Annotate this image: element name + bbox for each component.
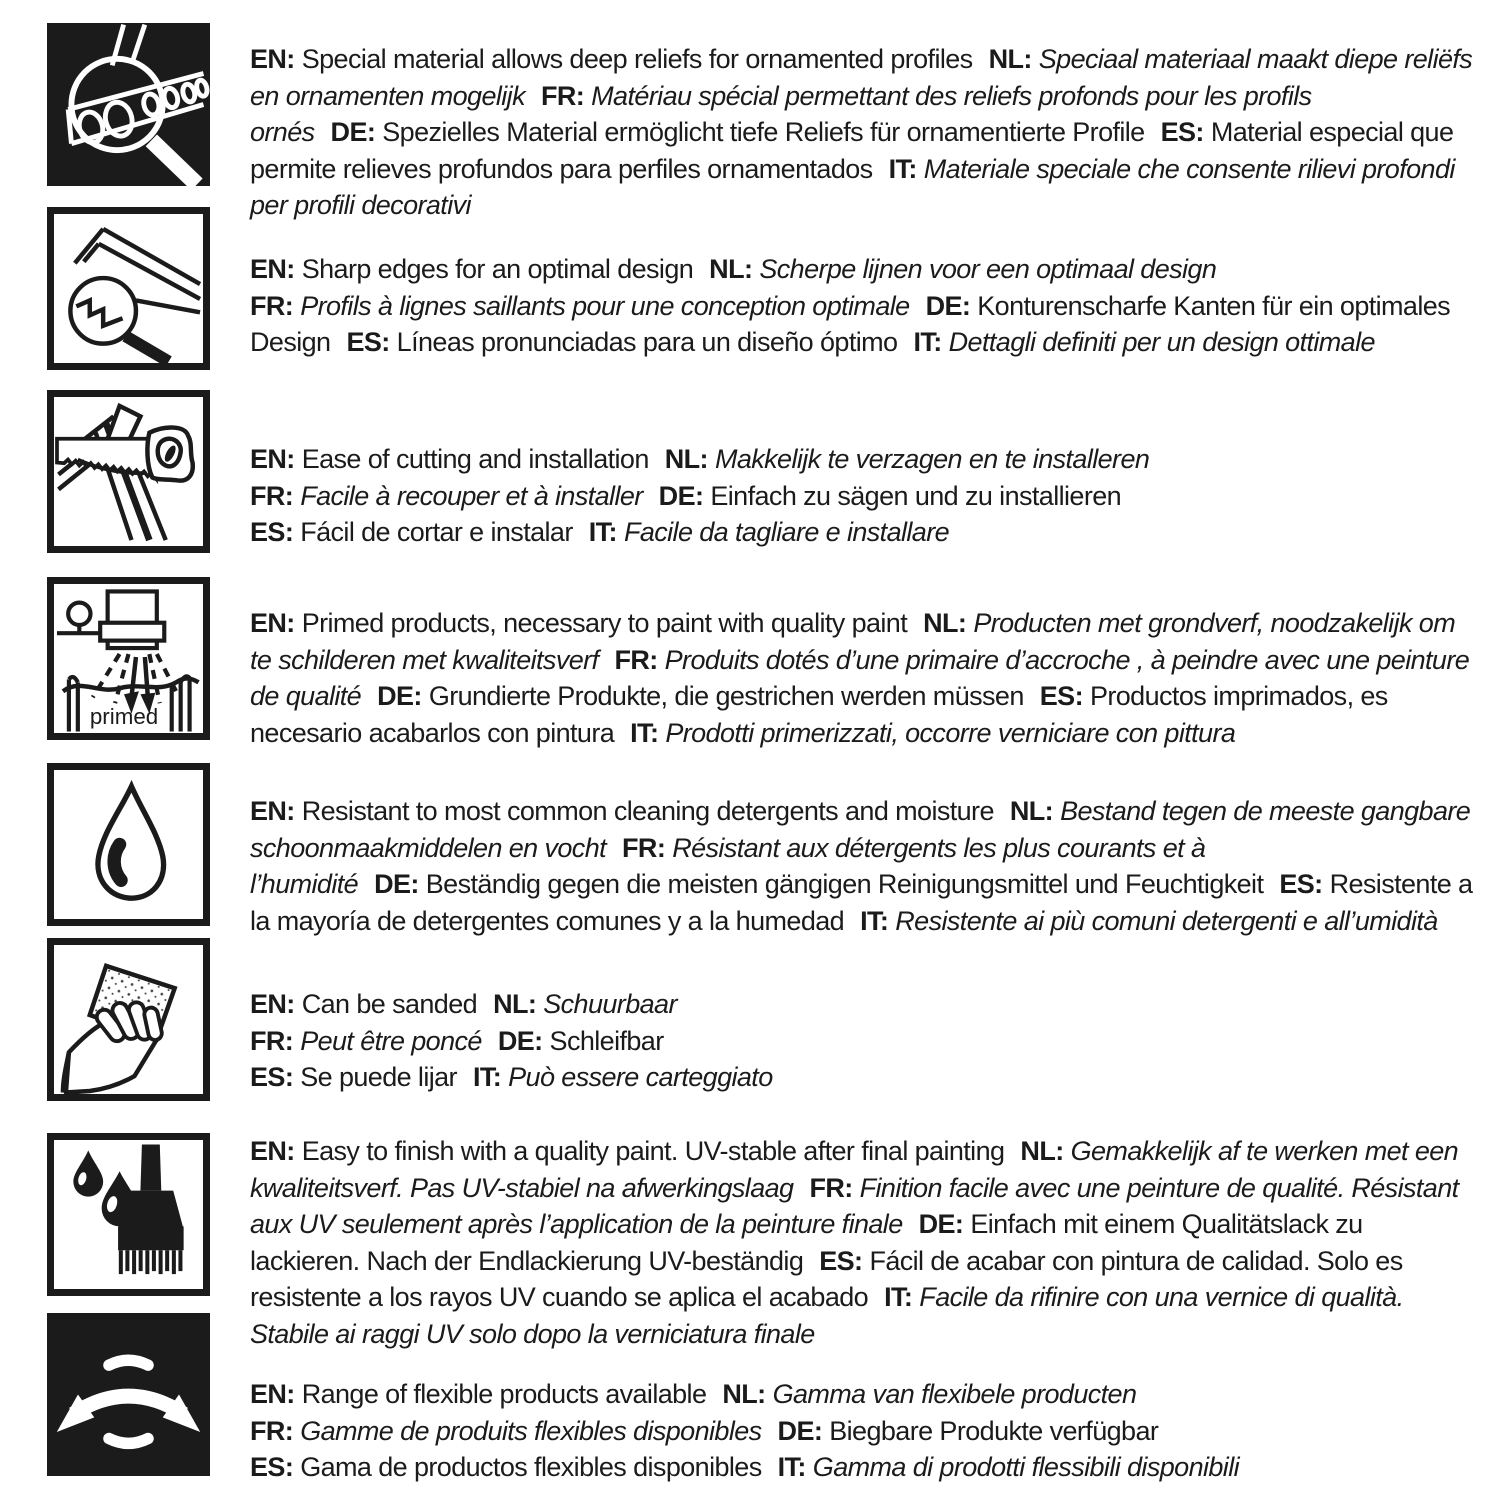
lang-text: Grundierte Produkte, die gestrichen werden müssen (428, 681, 1024, 711)
lang-label: EN: (250, 254, 295, 284)
feature-text-easy-cutting (250, 441, 1475, 551)
lang-label: FR: (250, 290, 294, 321)
lang-text: Prodotti primerizzati, occorre verniciare con pittura (665, 717, 1236, 748)
lang-label: IT: (588, 517, 617, 547)
lang-label: EN: (250, 796, 295, 826)
lang-text: Bestand tegen de meeste gangbare schoonmaakmiddelen en vocht (250, 796, 1471, 863)
lang-text: Schleifbar (549, 1025, 664, 1056)
lang-label: NL: (709, 254, 753, 284)
lang-text: Spezielles Material ermöglicht tiefe Reliefs für ornamentierte Profile (382, 117, 1145, 147)
lang-text: Productos imprimados, es necesario acabarlos con pintura (250, 681, 1388, 748)
lang-text: Peut être poncé (300, 1025, 482, 1056)
paint-drops-brush-icon (47, 1133, 210, 1296)
lang-text: Sharp edges for an optimal design (301, 254, 694, 284)
lang-label: ES: (1039, 681, 1083, 711)
saw-icon (47, 390, 210, 553)
feature-text-flexible (250, 1376, 1475, 1486)
lang-label: EN: (250, 1136, 295, 1166)
lang-label: NL: (1009, 796, 1054, 826)
lang-text: Gamma di prodotti flessibili disponibili (812, 1452, 1239, 1482)
lang-text: Finition facile avec une peinture de qualité. Résistant aux UV seulement après l’application de la peinture finale (250, 1172, 1459, 1239)
lang-label: IT: (913, 327, 942, 357)
paint-drops-brush-glyph (54, 1140, 203, 1289)
lang-label: ES: (1160, 117, 1204, 147)
lang-text: Se puede lijar (300, 1062, 457, 1092)
lang-label: EN: (250, 444, 295, 474)
lang-label: FR: (622, 832, 666, 863)
lang-label: IT: (472, 1062, 502, 1092)
lang-label: NL: (722, 1379, 766, 1409)
lang-label: FR: (250, 1415, 294, 1446)
ornamented-profile-magnifier-icon (47, 23, 210, 186)
primed-label: primed (89, 704, 159, 730)
moisture-drop-glyph (54, 770, 203, 919)
lang-label: IT: (777, 1452, 806, 1482)
lang-label: FR: (250, 1025, 294, 1056)
lang-label: DE: (777, 1415, 823, 1446)
lang-text: Speciaal materiaal maakt diepe reliëfs en ornamenten mogelijk (250, 44, 1473, 111)
lang-label: FR: (809, 1172, 853, 1203)
lang-label: IT: (884, 1282, 913, 1312)
lang-text: Ease of cutting and installation (301, 444, 649, 474)
primer-spray-icon (47, 577, 210, 740)
lang-text: Facile à recouper et à installer (300, 480, 643, 511)
lang-label: DE: (330, 117, 376, 147)
lang-text: Schuurbaar (543, 989, 677, 1019)
lang-label: FR: (250, 480, 294, 511)
lang-text: Líneas pronunciadas para un diseño óptimo (396, 327, 898, 357)
lang-label: EN: (250, 608, 295, 638)
lang-label: EN: (250, 989, 295, 1019)
lang-text: Beständig gegen die meisten gängigen Reinigungsmittel und Feuchtigkeit (425, 869, 1264, 899)
feature-text-sharp-edges (250, 251, 1475, 361)
saw-glyph (54, 397, 203, 546)
lang-text: Scherpe lijnen voor een optimaal design (759, 254, 1217, 284)
lang-text: Facile da tagliare e installare (623, 517, 950, 547)
lang-text: Material especial que permite relieves profundos para perfiles ornamentados (250, 117, 1454, 184)
feature-text-paintable (250, 1133, 1475, 1352)
lang-text: Gamma van flexibele producten (772, 1379, 1137, 1409)
lang-text: Gamme de produits flexibles disponibles (300, 1415, 762, 1446)
lang-text: Primed products, necessary to paint with quality paint (301, 608, 908, 638)
lang-text: Produits dotés d’une primaire d’accroche , à peindre avec une peinture de qualité (250, 644, 1470, 711)
lang-text: Resistente a la mayoría de detergentes comunes y a la humedad (250, 869, 1473, 936)
lang-label: ES: (250, 1062, 294, 1092)
lang-label: NL: (1020, 1136, 1064, 1166)
lang-label: FR: (614, 644, 658, 675)
lang-text: Producten met grondverf, noodzakelijk om te schilderen met kwaliteitsverf (250, 608, 1456, 675)
lang-label: DE: (377, 681, 422, 711)
lang-text: Fácil de cortar e instalar (300, 517, 573, 547)
lang-text: Makkelijk te verzagen en te installeren (714, 444, 1150, 474)
sharp-edges-magnifier-glyph (54, 214, 203, 363)
lang-text: Facile da rifinire con una vernice di qualità. Stabile ai raggi UV solo dopo la verniciatura finale (250, 1282, 1404, 1349)
lang-text: Materiale speciale che consente rilievi profondi per profili decorativi (250, 153, 1455, 220)
lang-label: ES: (346, 327, 390, 357)
lang-text: Dettagli definiti per un design ottimale (948, 327, 1375, 357)
lang-label: NL: (923, 608, 967, 638)
lang-label: NL: (664, 444, 708, 474)
lang-label: DE: (925, 290, 971, 321)
lang-text: Easy to finish with a quality paint. UV-stable after final painting (301, 1136, 1005, 1166)
lang-text: Profils à lignes saillants pour une conception optimale (300, 290, 910, 321)
lang-label: DE: (374, 869, 419, 899)
sanding-hand-icon (47, 938, 210, 1101)
feature-text-moisture (250, 793, 1475, 939)
lang-text: Fácil de acabar con pintura de calidad. Solo es resistente a los rayos UV cuando se aplica el acabado (250, 1245, 1403, 1312)
feature-text-sandable (250, 986, 1475, 1096)
lang-label: FR: (540, 80, 585, 111)
lang-label: IT: (888, 153, 917, 184)
lang-text: Special material allows deep reliefs for ornamented profiles (301, 44, 973, 74)
lang-label: NL: (493, 989, 537, 1019)
feature-text-primed (250, 605, 1475, 751)
lang-text: Einfach zu sägen und zu installieren (710, 480, 1122, 511)
flexible-arrow-icon (47, 1313, 210, 1476)
ornamented-profile-magnifier-glyph (47, 23, 210, 186)
lang-text: Gemakkelijk af te werken met een kwaliteitsverf. Pas UV-stabiel na afwerkingslaag (250, 1136, 1459, 1203)
lang-text: Résistant aux détergents les plus courants et à l’humidité (250, 832, 1206, 899)
lang-text: Matériau spécial permettant des reliefs profonds pour les profils ornés (250, 80, 1312, 147)
lang-label: ES: (819, 1245, 863, 1276)
lang-label: EN: (250, 1379, 295, 1409)
lang-label: EN: (250, 44, 295, 74)
flexible-arrow-glyph (47, 1313, 210, 1476)
lang-label: ES: (1279, 869, 1323, 899)
lang-label: ES: (250, 517, 294, 547)
lang-label: NL: (988, 44, 1032, 74)
lang-text: Gama de productos flexibles disponibles (300, 1452, 762, 1482)
lang-text: Resistente ai più comuni detergenti e all’umidità (895, 905, 1438, 936)
lang-text: Konturenscharfe Kanten für ein optimales Design (250, 290, 1451, 357)
lang-text: Può essere carteggiato (508, 1062, 773, 1092)
sharp-edges-magnifier-icon (47, 207, 210, 370)
lang-label: DE: (918, 1209, 964, 1239)
lang-text: Einfach mit einem Qualitätslack zu lackieren. Nach der Endlackierung UV-beständig (250, 1209, 1363, 1276)
lang-label: IT: (860, 905, 889, 936)
lang-label: IT: (630, 717, 659, 748)
lang-text: Resistant to most common cleaning detergents and moisture (301, 796, 994, 826)
lang-text: Can be sanded (301, 989, 478, 1019)
primer-spray-glyph (54, 584, 203, 733)
feature-text-deep-reliefs (250, 41, 1475, 224)
lang-label: ES: (250, 1452, 294, 1482)
moisture-drop-icon (47, 763, 210, 926)
sanding-hand-glyph (54, 945, 203, 1094)
lang-text: Range of flexible products available (301, 1379, 707, 1409)
lang-label: DE: (497, 1025, 543, 1056)
lang-text: Biegbare Produkte verfügbar (829, 1415, 1159, 1446)
lang-label: DE: (658, 480, 704, 511)
